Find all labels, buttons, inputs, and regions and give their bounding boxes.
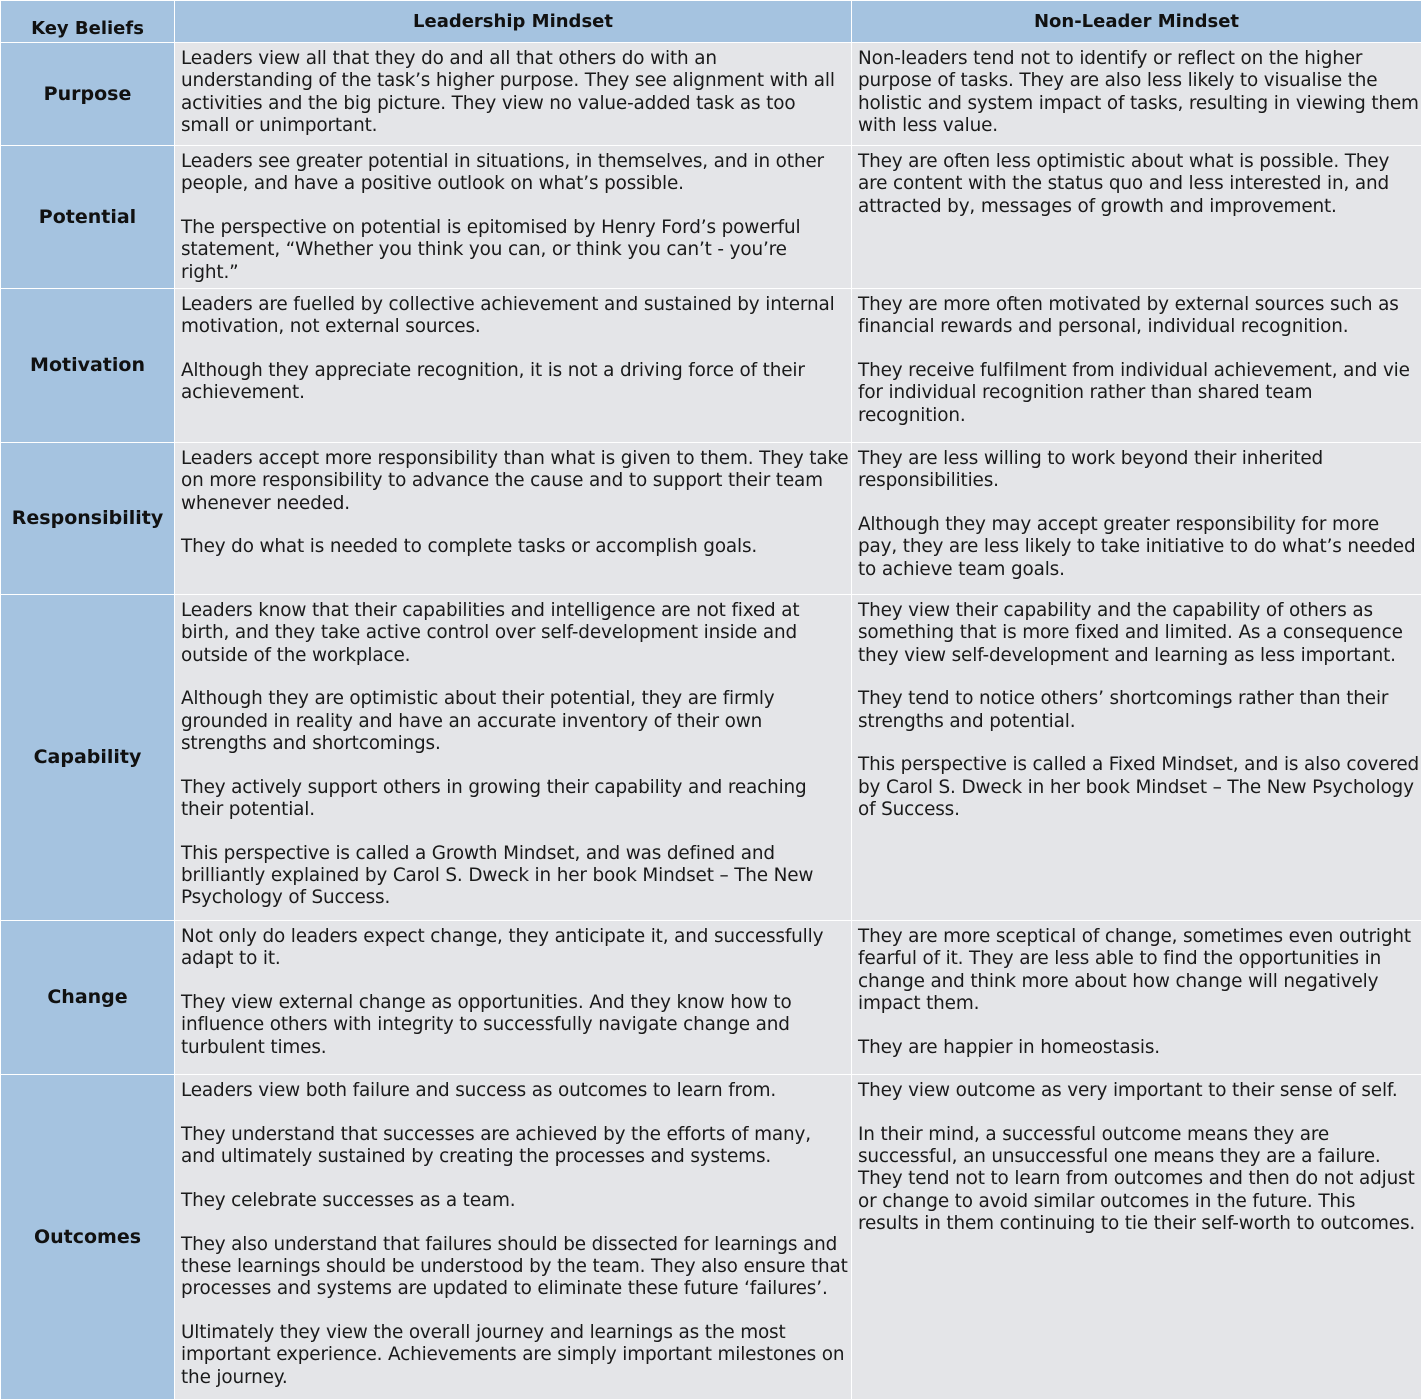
non-leader-mindset-cell	[852, 43, 1421, 146]
paragraph: In their mind, a successful outcome means they are successful, an unsuccessful one means they are a failure. They tend not to learn from outcomes and then do not adjust or change to avoid similar outcomes in the future. This results in them continuing to tie their self-worth to outcomes.	[858, 1124, 1419, 1235]
header-non-leader-mindset: Non-Leader Mindset	[852, 1, 1421, 43]
header-row	[1, 1, 1421, 43]
paragraph: This perspective is called a Fixed Mindset, and is also covered by Carol S. Dweck in her book Mindset – The New Psychology of Success.	[858, 754, 1419, 821]
paragraph: Non-leaders tend not to identify or reflect on the higher purpose of tasks. They are also less likely to visualise the holistic and system impact of tasks, resulting in viewing them with less value.	[858, 48, 1419, 137]
non-leader-mindset-cell	[852, 920, 1421, 1074]
paragraph: Leaders view both failure and success as outcomes to learn from.	[181, 1080, 849, 1102]
paragraph: Although they are optimistic about their potential, they are firmly grounded in reality and have an accurate inventory of their own strengths and shortcomings.	[181, 688, 849, 755]
leadership-mindset-cell	[175, 920, 852, 1074]
table-row	[1, 442, 1421, 594]
table-body	[1, 43, 1421, 1400]
paragraph: Although they appreciate recognition, it is not a driving force of their achievement.	[181, 360, 849, 405]
paragraph: They celebrate successes as a team.	[181, 1190, 849, 1212]
paragraph: They are more often motivated by external sources such as financial rewards and personal, individual recognition.	[858, 294, 1419, 339]
paragraph: Not only do leaders expect change, they anticipate it, and successfully adapt to it.	[181, 926, 849, 971]
paragraph: They view external change as opportunities. And they know how to influence others with integrity to successfully navigate change and turbulent times.	[181, 992, 849, 1059]
paragraph: They view their capability and the capability of others as something that is more fixed and limited. As a consequence they view self-development and learning as less important.	[858, 600, 1419, 667]
leadership-mindset-cell	[175, 288, 852, 442]
paragraph: This perspective is called a Growth Mindset, and was defined and brilliantly explained by Carol S. Dweck in her book Mindset – The New Psychology of Success.	[181, 843, 849, 910]
paragraph: They are more sceptical of change, sometimes even outright fearful of it. They are less able to find the opportunities in change and think more about how change will negatively impact them.	[858, 926, 1419, 1015]
non-leader-mindset-cell	[852, 594, 1421, 920]
paragraph: They view outcome as very important to their sense of self.	[858, 1080, 1419, 1102]
paragraph: They are happier in homeostasis.	[858, 1037, 1419, 1059]
paragraph: They understand that successes are achieved by the efforts of many, and ultimately sustained by creating the processes and systems.	[181, 1124, 849, 1169]
paragraph: The perspective on potential is epitomised by Henry Ford’s powerful statement, “Whether you think you can, or think you can’t - you’re right.”	[181, 217, 849, 284]
paragraph: They also understand that failures should be dissected for learnings and these learnings should be understood by the team. They also ensure that processes and systems are updated to eliminate these future ‘failures’.	[181, 1234, 849, 1301]
table-row	[1, 146, 1421, 289]
non-leader-mindset-cell	[852, 288, 1421, 442]
table-row	[1, 920, 1421, 1074]
non-leader-mindset-cell	[852, 146, 1421, 289]
row-key-belief: Outcomes	[1, 1074, 175, 1399]
leadership-mindset-cell	[175, 43, 852, 146]
leadership-mindset-cell	[175, 146, 852, 289]
leadership-mindset-cell	[175, 1074, 852, 1399]
paragraph: Leaders see greater potential in situations, in themselves, and in other people, and have a positive outlook on what’s possible.	[181, 151, 849, 196]
row-key-belief: Responsibility	[1, 442, 175, 594]
paragraph: They are less willing to work beyond their inherited responsibilities.	[858, 448, 1419, 493]
table-row	[1, 594, 1421, 920]
paragraph: They receive fulfilment from individual achievement, and vie for individual recognition rather than shared team recognition.	[858, 360, 1419, 427]
paragraph: They are often less optimistic about what is possible. They are content with the status quo and less interested in, and attracted by, messages of growth and improvement.	[858, 151, 1419, 218]
leadership-mindset-cell	[175, 594, 852, 920]
paragraph: They tend to notice others’ shortcomings rather than their strengths and potential.	[858, 688, 1419, 733]
paragraph: Leaders know that their capabilities and intelligence are not fixed at birth, and they take active control over self-development inside and outside of the workplace.	[181, 600, 849, 667]
header-key-beliefs: Key Beliefs	[1, 1, 175, 43]
paragraph: Leaders are fuelled by collective achievement and sustained by internal motivation, not external sources.	[181, 294, 849, 339]
non-leader-mindset-cell	[852, 1074, 1421, 1399]
row-key-belief: Capability	[1, 594, 175, 920]
non-leader-mindset-cell	[852, 442, 1421, 594]
paragraph: Leaders view all that they do and all that others do with an understanding of the task’s higher purpose. They see alignment with all activities and the big picture. They view no value-added task as too small or unimportant.	[181, 48, 849, 137]
table-row	[1, 43, 1421, 146]
row-key-belief: Potential	[1, 146, 175, 289]
row-key-belief: Purpose	[1, 43, 175, 146]
table-row	[1, 288, 1421, 442]
paragraph: Leaders accept more responsibility than what is given to them. They take on more responsibility to advance the cause and to support their team whenever needed.	[181, 448, 849, 515]
row-key-belief: Motivation	[1, 288, 175, 442]
leadership-mindset-cell	[175, 442, 852, 594]
paragraph: They actively support others in growing their capability and reaching their potential.	[181, 777, 849, 822]
paragraph: Ultimately they view the overall journey and learnings as the most important experience. Achievements are simply important milestones on the journey.	[181, 1322, 849, 1389]
paragraph: Although they may accept greater responsibility for more pay, they are less likely to take initiative to do what’s needed to achieve team goals.	[858, 514, 1419, 581]
row-key-belief: Change	[1, 920, 175, 1074]
table-row	[1, 1074, 1421, 1399]
paragraph: They do what is needed to complete tasks or accomplish goals.	[181, 536, 849, 558]
header-leadership-mindset: Leadership Mindset	[175, 1, 852, 43]
